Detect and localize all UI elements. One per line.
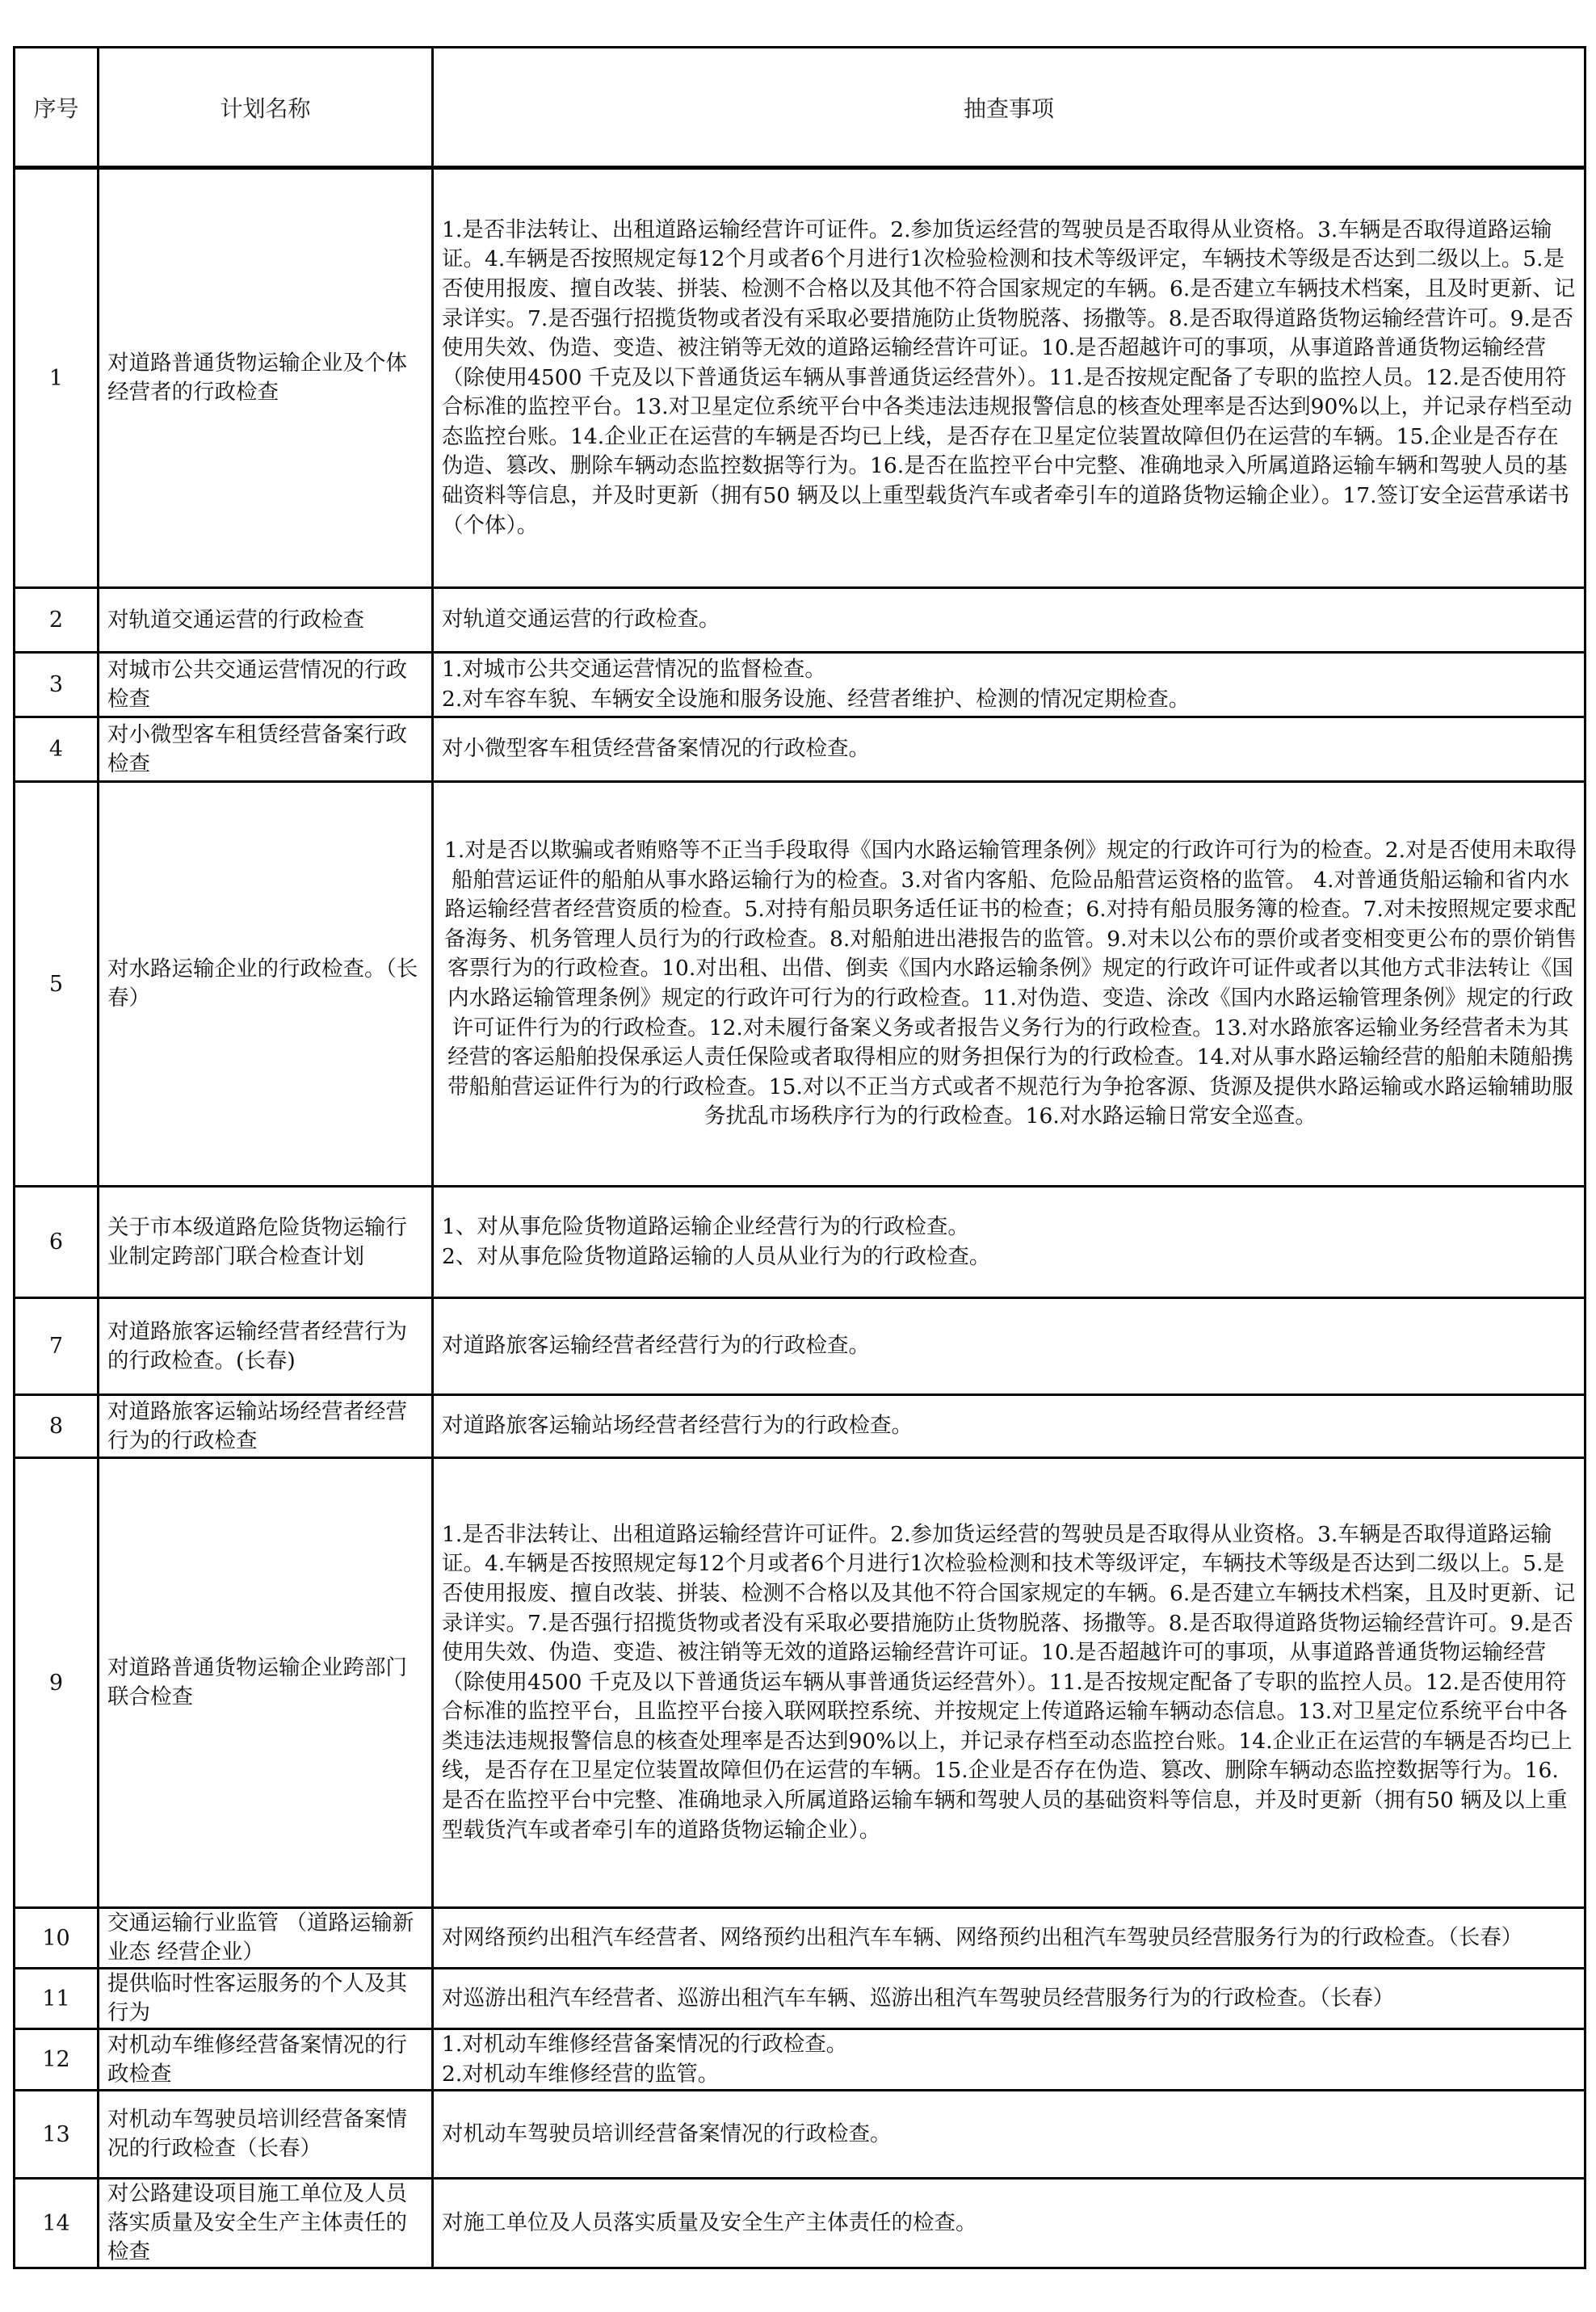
- inspection-item-text: 对小微型客车租赁经营备案情况的行政检查。: [442, 736, 870, 762]
- inspection-item-text: 对施工单位及人员落实质量及安全生产主体责任的检查。: [442, 2209, 977, 2235]
- inspection-items-cell: [433, 717, 1586, 782]
- serial-number-cell: 9: [15, 1458, 99, 1908]
- plan-name-cell: 交通运输行业监管 （道路运输新业态 经营企业）: [99, 1908, 433, 1969]
- inspection-items-cell: [433, 168, 1586, 588]
- inspection-item-text: 1、对从事危险货物道路运输企业经营行为的行政检查。: [442, 1213, 969, 1239]
- inspection-item-text: 对机动车驾驶员培训经营备案情况的行政检查。: [442, 2121, 892, 2146]
- table-row: [15, 588, 1586, 653]
- inspection-items-cell: [433, 1908, 1586, 1969]
- plan-name-cell: 对城市公共交通运营情况的行政检查: [99, 653, 433, 717]
- table-body: [15, 168, 1586, 2268]
- inspection-item-text: 2.对机动车维修经营的监管。: [442, 2061, 720, 2087]
- header-plan-name: 计划名称: [99, 48, 433, 168]
- table-row: [15, 1908, 1586, 1969]
- inspection-item-text: 2、对从事危险货物道路运输的人员从业行为的行政检查。: [442, 1243, 991, 1269]
- serial-number-cell: 14: [15, 2179, 99, 2268]
- table-row: [15, 1458, 1586, 1908]
- header-serial-number: 序号: [15, 48, 99, 168]
- inspection-items-cell: [433, 1969, 1586, 2029]
- serial-number-cell: 11: [15, 1969, 99, 2029]
- inspection-item-text: 1.是否非法转让、出租道路运输经营许可证件。2.参加货运经营的驾驶员是否取得从业资格。3.车辆是否取得道路运输证。4.车辆是否按照规定每12个月或者6个月进行1次检验检测和技术等级评定，车辆技术等级是否达到二级以上。5.是否使用报废、擅自改装、拼装、检测不合格以及其他不符合国家规定的车辆。6.是否建立车辆技术档案，且及时更新、记录详实。7.是否强行招揽货物或者没有采取必要措施防止货物脱落、扬撒等。8.是否取得道路货物运输经营许可。9.是否使用失效、伪造、变造、被注销等无效的道路运输经营许可证。10.是否超越许可的事项，从事道路普通货物运输经营（除使用4500 千克及以下普通货运车辆从事普通货运经营外）。11.是否按规定配备了专职的监控人员。12.是否使用符合标准的监控平台。13.对卫星定位系统平台中各类违法违规报警信息的核查处理率是否达到90%以上，并记录存档至动态监控台账。14.企业正在运营的车辆是否均已上线，是否存在卫星定位装置故障但仍在运营的车辆。15.企业是否存在伪造、篡改、删除车辆动态监控数据等行为。16.是否在监控平台中完整、准确地录入所属道路运输车辆和驾驶人员的基础资料等信息，并及时更新（拥有50 辆及以上重型载货汽车或者牵引车的道路货物运输企业）。17.签订安全运营承诺书（个体）。: [442, 216, 1576, 538]
- header-row: [15, 48, 1586, 168]
- serial-number-cell: 5: [15, 782, 99, 1187]
- inspection-item-text: 对巡游出租汽车经营者、巡游出租汽车车辆、巡游出租汽车驾驶员经营服务行为的行政检查。（长春）: [442, 1985, 1395, 2011]
- serial-number-cell: 2: [15, 588, 99, 653]
- table-row: [15, 653, 1586, 717]
- table-row: [15, 2091, 1586, 2179]
- serial-number-cell: 8: [15, 1395, 99, 1458]
- inspection-items-cell: [433, 782, 1586, 1187]
- serial-number-cell: 3: [15, 653, 99, 717]
- inspection-items-cell: [433, 1298, 1586, 1395]
- plan-name-cell: 关于市本级道路危险货物运输行业制定跨部门联合检查计划: [99, 1187, 433, 1298]
- table-row: [15, 2179, 1586, 2268]
- inspection-item-text: 对道路旅客运输经营者经营行为的行政检查。: [442, 1333, 870, 1359]
- table-row: [15, 168, 1586, 588]
- plan-name-cell: 对道路普通货物运输企业及个体经营者的行政检查: [99, 168, 433, 588]
- plan-name-cell: 对道路旅客运输站场经营者经营行为的行政检查: [99, 1395, 433, 1458]
- table-header: [15, 48, 1586, 168]
- table-row: [15, 2029, 1586, 2091]
- table-row: [15, 1395, 1586, 1458]
- table-row: [15, 717, 1586, 782]
- serial-number-cell: 13: [15, 2091, 99, 2179]
- plan-name-cell: 对道路普通货物运输企业跨部门联合检查: [99, 1458, 433, 1908]
- inspection-item-text: 1.是否非法转让、出租道路运输经营许可证件。2.参加货运经营的驾驶员是否取得从业资格。3.车辆是否取得道路运输证。4.车辆是否按照规定每12个月或者6个月进行1次检验检测和技术等级评定，车辆技术等级是否达到二级以上。5.是否使用报废、擅自改装、拼装、检测不合格以及其他不符合国家规定的车辆。6.是否建立车辆技术档案，且及时更新、记录详实。7.是否强行招揽货物或者没有采取必要措施防止货物脱落、扬撒等。8.是否取得道路货物运输经营许可。9.是否使用失效、伪造、变造、被注销等无效的道路运输经营许可证。10.是否超越许可的事项，从事道路普通货物运输经营（除使用4500 千克及以下普通货运车辆从事普通货运经营外）。11.是否按规定配备了专职的监控人员。12.是否使用符合标准的监控平台，且监控平台接入联网联控系统、并按规定上传道路运输车辆动态信息。13.对卫星定位系统平台中各类违法违规报警信息的核查处理率是否达到90%以上，并记录存档至动态监控台账。14.企业正在运营的车辆是否均已上线，是否存在卫星定位装置故障但仍在运营的车辆。15.企业是否存在伪造、篡改、删除车辆动态监控数据等行为。16.是否在监控平台中完整、准确地录入所属道路运输车辆和驾驶人员的基础资料等信息，并及时更新（拥有50 辆及以上重型载货汽车或者牵引车的道路货物运输企业）。: [442, 1521, 1576, 1843]
- inspection-item-text: 对道路旅客运输站场经营者经营行为的行政检查。: [442, 1413, 913, 1439]
- plan-name-cell: 对机动车驾驶员培训经营备案情况的行政检查（长春）: [99, 2091, 433, 2179]
- plan-name-cell: 对小微型客车租赁经营备案行政检查: [99, 717, 433, 782]
- serial-number-cell: 10: [15, 1908, 99, 1969]
- serial-number-cell: 7: [15, 1298, 99, 1395]
- inspection-items-cell: [433, 2091, 1586, 2179]
- plan-name-cell: 对轨道交通运营的行政检查: [99, 588, 433, 653]
- table-row: [15, 1187, 1586, 1298]
- inspection-items-cell: [433, 2179, 1586, 2268]
- inspection-items-cell: [433, 588, 1586, 653]
- plan-name-cell: 提供临时性客运服务的个人及其行为: [99, 1969, 433, 2029]
- serial-number-cell: 4: [15, 717, 99, 782]
- inspection-items-cell: [433, 1395, 1586, 1458]
- plan-name-cell: 对道路旅客运输经营者经营行为的行政检查。(长春): [99, 1298, 433, 1395]
- inspection-item-text: 1.对是否以欺骗或者贿赂等不正当手段取得《国内水路运输管理条例》规定的行政许可行为的检查。2.对是否使用未取得船舶营运证件的船舶从事水路运输行为的检查。3.对省内客船、危险品船营运资格的监管。 4.对普通货船运输和省内水路运输经营者经营资质的检查。5.对持有船员职务适任证书的检查；6.对持有船员服务簿的检查。7.对未按照规定要求配备海务、机务管理人员行为的行政检查。8.对船舶进出港报告的监管。9.对未以公布的票价或者变相变更公布的票价销售客票行为的行政检查。10.对出租、出借、倒卖《国内水路运输条例》规定的行政许可证件或者以其他方式非法转让《国内水路运输管理条例》规定的行政许可行为的行政检查。11.对伪造、变造、涂改《国内水路运输管理条例》规定的行政许可证件行为的行政检查。12.对未履行备案义务或者报告义务行为的行政检查。13.对水路旅客运输业务经营者未为其经营的客运船舶投保承运人责任保险或者取得相应的财务担保行为的行政检查。14.对从事水路运输经营的船舶未随船携带船舶营运证件行为的行政检查。15.对以不正当方式或者不规范行为争抢客源、货源及提供水路运输或水路运输辅助服务扰乱市场秩序行为的行政检查。16.对水路运输日常安全巡查。: [443, 838, 1577, 1129]
- table-row: [15, 1298, 1586, 1395]
- serial-number-cell: 1: [15, 168, 99, 588]
- plan-name-cell: 对水路运输企业的行政检查。（长春）: [99, 782, 433, 1187]
- inspection-item-text: 2.对车容车貌、车辆安全设施和服务设施、经营者维护、检测的情况定期检查。: [442, 686, 1191, 712]
- table-row: [15, 782, 1586, 1187]
- header-inspection-items: 抽查事项: [433, 48, 1586, 168]
- inspection-plan-table: [13, 46, 1586, 2269]
- inspection-items-cell: [433, 1187, 1586, 1298]
- table-row: [15, 1969, 1586, 2029]
- inspection-item-text: 1.对城市公共交通运营情况的监督检查。: [442, 656, 826, 682]
- plan-name-cell: 对公路建设项目施工单位及人员落实质量及安全生产主体责任的检查: [99, 2179, 433, 2268]
- inspection-item-text: 对轨道交通运营的行政检查。: [442, 607, 720, 633]
- inspection-item-text: 1.对机动车维修经营备案情况的行政检查。: [442, 2032, 848, 2057]
- plan-name-cell: 对机动车维修经营备案情况的行政检查: [99, 2029, 433, 2091]
- inspection-items-cell: [433, 1458, 1586, 1908]
- serial-number-cell: 6: [15, 1187, 99, 1298]
- serial-number-cell: 12: [15, 2029, 99, 2091]
- inspection-item-text: 对网络预约出租汽车经营者、网络预约出租汽车车辆、网络预约出租汽车驾驶员经营服务行为的行政检查。（长春）: [442, 1924, 1523, 1950]
- inspection-items-cell: [433, 2029, 1586, 2091]
- inspection-items-cell: [433, 653, 1586, 717]
